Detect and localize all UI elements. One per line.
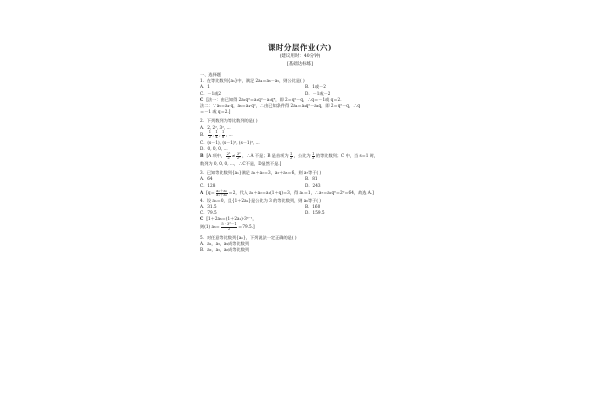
q4-option-a: A．31.5 [200,204,217,209]
q3-option-c: C．128 [200,182,216,188]
section-label: [基础达标练] [286,62,313,67]
q2-stem: 2．下列数列为等比数列的是( ) [200,118,258,124]
q5-option-b: B．a₂，a₃，a₆成等比数列 [200,246,250,252]
q2-option-b: B． $\frac{1}{2}$ , $\frac{1}{4}$ , $\frac{1}{8}$ , … [200,130,233,139]
q4-option-d: D．159.5 [305,210,325,216]
page-title: 课时分层作业(六) [267,43,333,52]
fraction: $\frac{1}{8}$ [222,130,225,139]
q5-stem: 5．对任意等比数列{aₙ}，下列说法一定正确的是( ) [200,234,297,240]
q1-stem: 1．在等比数列{aₙ}中，满足 2a₄＝a₆－a₅，则公比是( ) [200,78,305,84]
q4-stem: 4．设 aₙ＝0，且{1＋2aₙ}是公比为 3 的等比数列，则 a₆等于( ) [200,197,321,203]
fraction: $\frac{\text{5 · 3⁵－1}}{2}$ [221,222,237,231]
q3-options-row2 [200,183,410,189]
part-title: 一、选择题 [200,72,221,77]
q4-answer: C [200,216,204,222]
q4-option-c: C．79.5 [200,210,217,216]
q4-option-b: B．160 [305,204,321,209]
q4-solution-2: 则(1) a₆＝ $\frac{\text{5 · 3⁵－1}}{2}$ ＝79.5.] [200,222,255,231]
q3-answer: A [200,190,204,196]
q2-option-c: C．(s－1), (s－1)², (s－1)³, … [200,139,260,145]
q1-option-c: C．－1或2 [200,90,222,96]
fraction: $\frac{1}{4}$ [215,130,218,139]
q1-solution-1: C [法一：由已知得 2a₁q³＝a₁q⁵－a₁q⁴，即 2＝q²－q，∴q＝－1或 q＝2. [200,96,342,102]
q3-option-d: D．243 [305,182,321,188]
q1-option-d: D．－1或－2 [305,90,331,96]
fraction: $\frac{\text{3²}}{\text{2²}}$ [236,151,241,161]
q3-stem: 3．已知等比数列{aₙ}满足 a₁＋a₂＝3，a₂＋a₃＝6，则 a₇等于( ) [200,170,322,176]
q1-option-a: A．1 [200,84,210,90]
fraction: $\frac{\text{2²}}{2}$ [226,151,231,161]
q2-solution-2: 数列为 0, 0, 0, …，∴C不是，D显然不是.] [200,161,282,167]
q3-option-b: B．81 [305,176,318,182]
q2-option-d: D．0, 0, 0, … [200,145,228,151]
q4-solution-1: C [1＋2a₆＝(1＋2a₁)·3⁶⁻¹， [200,216,257,222]
time-note: (建议用时：40分钟) [279,54,321,59]
fraction: $\frac{\text{a₂＋a₃}}{\text{a₁＋a₂}}$ [216,188,228,197]
q1-answer: C [200,96,204,102]
q2-option-a: A．2, 2², 3², … [200,124,231,130]
content [200,72,410,253]
q3-option-a: A．64 [200,176,213,182]
q3-solution: A [q＝ $\frac{\text{a₂＋a₃}}{\text{a₁＋a₂}}$ ＝2，代入 a₁＋a₂＝a₁(1＋q)＝3，得 a₁＝1，∴a₇＝a₁q⁶＝2⁶＝64，故选 A.] [200,188,374,197]
q1-option-b: B．1或－2 [305,84,326,90]
q1-solution-2b: ＝－1 或 q＝2.] [200,109,231,115]
fraction: $\frac{1}{2}$ [208,130,212,139]
q5-option-a: A．a₁，a₃，a₉成等比数列 [200,240,250,246]
q2-solution: B [A 项中， $\frac{\text{2²}}{2}$ ≠ $\frac{\text{3²}}{\text{2²}}$ ，∴A 不是；B 是首项为 $\frac{1}{2}$ ，公比为 $\frac{1}{2}$ 的等比数列；C 中，当 s＝1 时， [200,151,379,161]
fraction: $\frac{1}{2}$ [290,151,293,161]
q2-answer: B [200,153,204,159]
fraction: $\frac{1}{2}$ [312,151,315,161]
q1-solution-2a: 法二：∵a₅＝a₄·q，a₆＝a₄·q²，∴由已知条件得 2a₄＝a₄q²－a₄q，即 2＝q²－q，∴q [200,102,360,108]
